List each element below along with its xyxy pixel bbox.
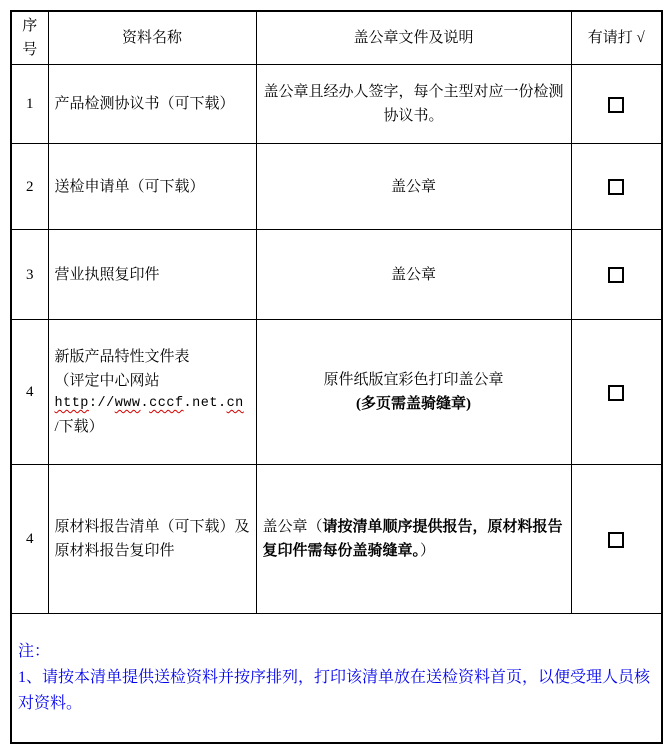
- material-name-cell: 产品检测协议书（可下载）: [48, 65, 256, 144]
- note-title: 注：: [18, 643, 51, 661]
- row-number-cell: 4: [11, 320, 48, 465]
- table-header-row: [11, 11, 662, 65]
- header-material-name: 资料名称: [48, 11, 256, 65]
- note-section: [11, 614, 662, 743]
- row-number-cell: 2: [11, 144, 48, 230]
- checkbox-cell: [571, 65, 662, 144]
- material-name-cell: [48, 320, 256, 465]
- url-segment: .: [140, 396, 150, 412]
- note-row: [11, 614, 662, 743]
- checkbox-icon[interactable]: [608, 97, 624, 113]
- seal-instruction-cell: [256, 320, 571, 465]
- seal-instruction-line: 原件纸版宜彩色打印盖公章: [323, 372, 504, 388]
- seal-instruction-line-bold: (多页需盖骑缝章): [356, 396, 471, 412]
- url-segment: www: [114, 396, 141, 412]
- checkbox-cell: [571, 465, 662, 614]
- header-seal-instructions: 盖公章文件及说明: [256, 11, 571, 65]
- seal-instruction-cell: [256, 465, 571, 614]
- material-name-line: 新版产品特性文件表: [54, 349, 190, 366]
- checkbox-icon[interactable]: [608, 267, 624, 283]
- seal-instruction-suffix: ）: [420, 543, 436, 559]
- header-check-mark: 有请打 √: [571, 11, 662, 65]
- row-number-cell: 3: [11, 230, 48, 320]
- url-segment: .net.: [183, 396, 227, 412]
- url-segment: http: [54, 396, 89, 412]
- table-row: [11, 144, 662, 230]
- material-name-line: （评定中心网站: [54, 373, 160, 390]
- material-name-cell: 送检申请单（可下载）: [48, 144, 256, 230]
- checkbox-cell: [571, 230, 662, 320]
- table-row: [11, 230, 662, 320]
- seal-instruction-cell: 盖公章: [256, 230, 571, 320]
- seal-instruction-prefix: 盖公章（: [262, 519, 323, 535]
- seal-instruction-bold: 请按清单顺序提供报告，原材料报告复印件需每份盖骑缝章。: [262, 519, 563, 559]
- url-segment: cn: [226, 396, 244, 412]
- checkbox-cell: [571, 320, 662, 465]
- seal-instruction-cell: 盖公章且经办人签字，每个主型对应一份检测协议书。: [256, 65, 571, 144]
- checkbox-cell: [571, 144, 662, 230]
- url-segment: cccf: [149, 396, 184, 412]
- download-url[interactable]: [55, 393, 250, 415]
- table-row: [11, 65, 662, 144]
- checkbox-icon[interactable]: [608, 385, 624, 401]
- header-serial-number: 序号: [11, 11, 48, 65]
- row-number-cell: 4: [11, 465, 48, 614]
- material-name-cell: 营业执照复印件: [48, 230, 256, 320]
- table-row: [11, 465, 662, 614]
- table-row: [11, 320, 662, 465]
- url-segment: ://: [88, 396, 115, 412]
- material-checklist-table: [10, 10, 663, 744]
- checkbox-icon[interactable]: [608, 179, 624, 195]
- material-name-line: /下载）: [54, 418, 104, 435]
- note-item-1: 1、请按本清单提供送检资料并按序排列，打印该清单放在送检资料首页，以便受理人员核对资料。: [18, 668, 651, 712]
- seal-instruction-cell: 盖公章: [256, 144, 571, 230]
- checkbox-icon[interactable]: [608, 532, 624, 548]
- row-number-cell: 1: [11, 65, 48, 144]
- material-name-cell: 原材料报告清单（可下载）及原材料报告复印件: [48, 465, 256, 614]
